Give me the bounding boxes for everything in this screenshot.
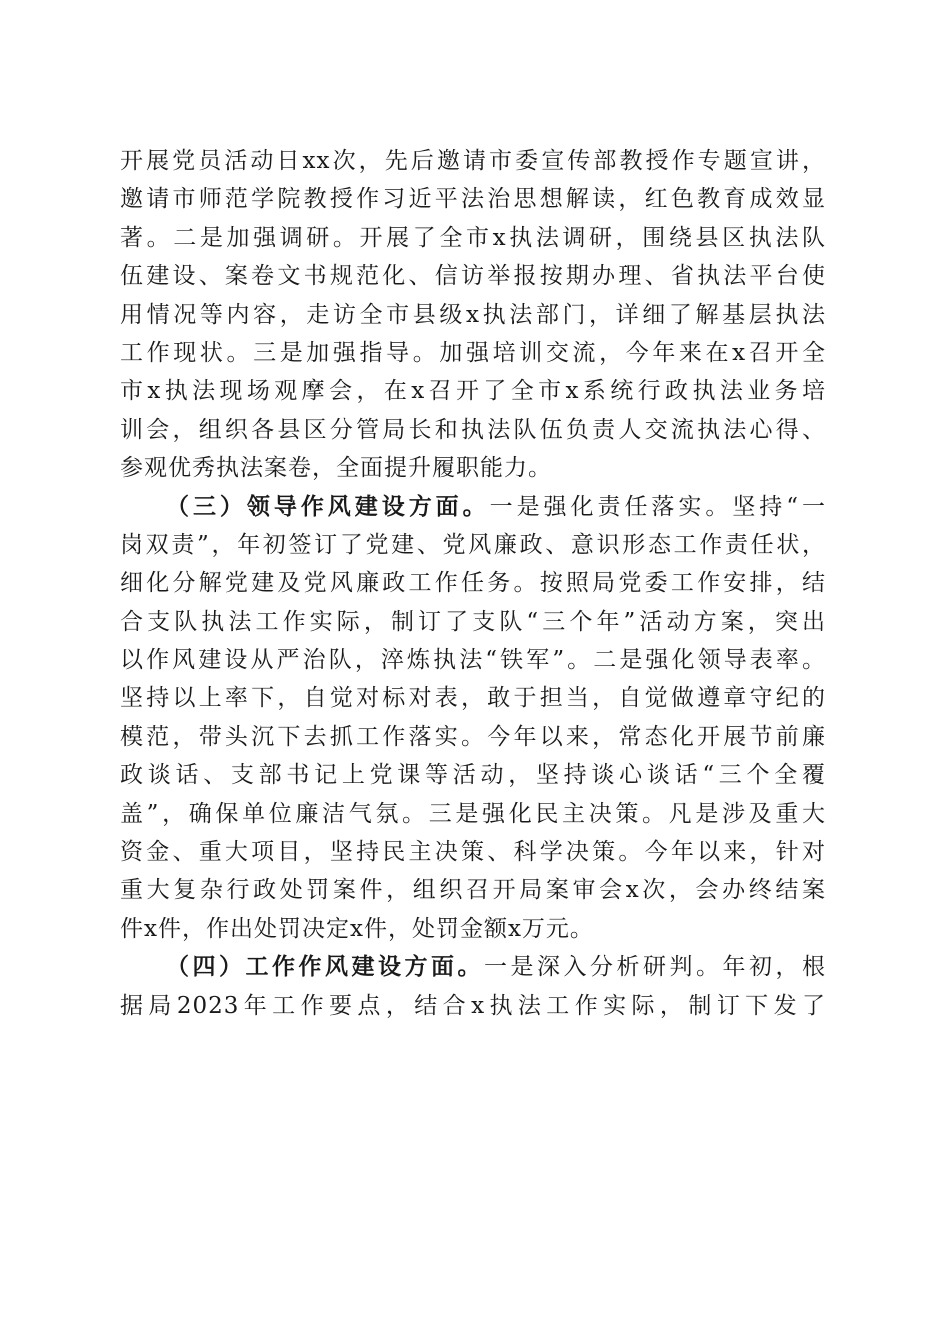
text-line: 坚持以上率下，自觉对标对表，敢于担当，自觉做遵章守纪的	[120, 685, 826, 712]
text-line: 用情况等内容，走访全市县级x执法部门，详细了解基层执法	[120, 301, 826, 328]
text-line: 据局2023年工作要点，结合x执法工作实际，制订下发了	[120, 992, 826, 1019]
text-line: 资金、重大项目，坚持民主决策、科学决策。今年以来，针对	[120, 839, 826, 866]
text-line: 件x件，作出处罚决定x件，处罚金额x万元。	[120, 915, 594, 942]
paragraph-1	[120, 142, 826, 488]
document-page	[120, 142, 826, 1025]
paragraph-3	[120, 948, 826, 1025]
text-line: 市x执法现场观摩会，在x召开了全市x系统行政执法业务培	[120, 378, 826, 405]
text-line: 盖”，确保单位廉洁气氛。三是强化民主决策。凡是涉及重大	[120, 800, 826, 827]
paragraph-2	[120, 488, 826, 949]
section-heading-3: （三）领导作风建设方面。	[166, 492, 490, 520]
paragraph-first-line	[120, 948, 826, 986]
section-heading-4: （四）工作作风建设方面。	[166, 953, 484, 981]
text-line: 岗双责”，年初签订了党建、党风廉政、意识形态工作责任状，	[120, 531, 826, 558]
text-line: 训会，组织各县区分管局长和执法队伍负责人交流执法心得、	[120, 416, 826, 443]
text-line: 模范，带头沉下去抓工作落实。今年以来，常态化开展节前廉	[120, 723, 826, 750]
text-run: 一是强化责任落实。坚持“一	[489, 493, 827, 520]
text-line: 重大复杂行政处罚案件，组织召开局案审会x次，会办终结案	[120, 877, 826, 904]
text-line: 伍建设、案卷文书规范化、信访举报按期办理、省执法平台使	[120, 263, 826, 290]
text-run: 一是深入分析研判。年初，根	[484, 954, 826, 981]
paragraph-first-line	[120, 488, 826, 526]
text-line: 开展党员活动日xx次，先后邀请市委宣传部教授作专题宣讲，	[120, 148, 826, 174]
text-line: 政谈话、支部书记上党课等活动，坚持谈心谈话“三个全覆	[120, 762, 826, 789]
text-line: 细化分解党建及党风廉政工作任务。按照局党委工作安排，结	[120, 570, 826, 597]
text-line: 著。二是加强调研。开展了全市x执法调研，围绕县区执法队	[120, 224, 826, 251]
text-line: 以作风建设从严治队，淬炼执法“铁军”。二是强化领导表率。	[120, 647, 826, 674]
text-line: 参观优秀执法案卷，全面提升履职能力。	[120, 455, 552, 482]
text-line: 合支队执法工作实际，制订了支队“三个年”活动方案，突出	[120, 608, 826, 635]
text-line: 邀请市师范学院教授作习近平法治思想解读，红色教育成效显	[120, 186, 826, 213]
text-line: 工作现状。三是加强指导。加强培训交流，今年来在x召开全	[120, 339, 826, 366]
